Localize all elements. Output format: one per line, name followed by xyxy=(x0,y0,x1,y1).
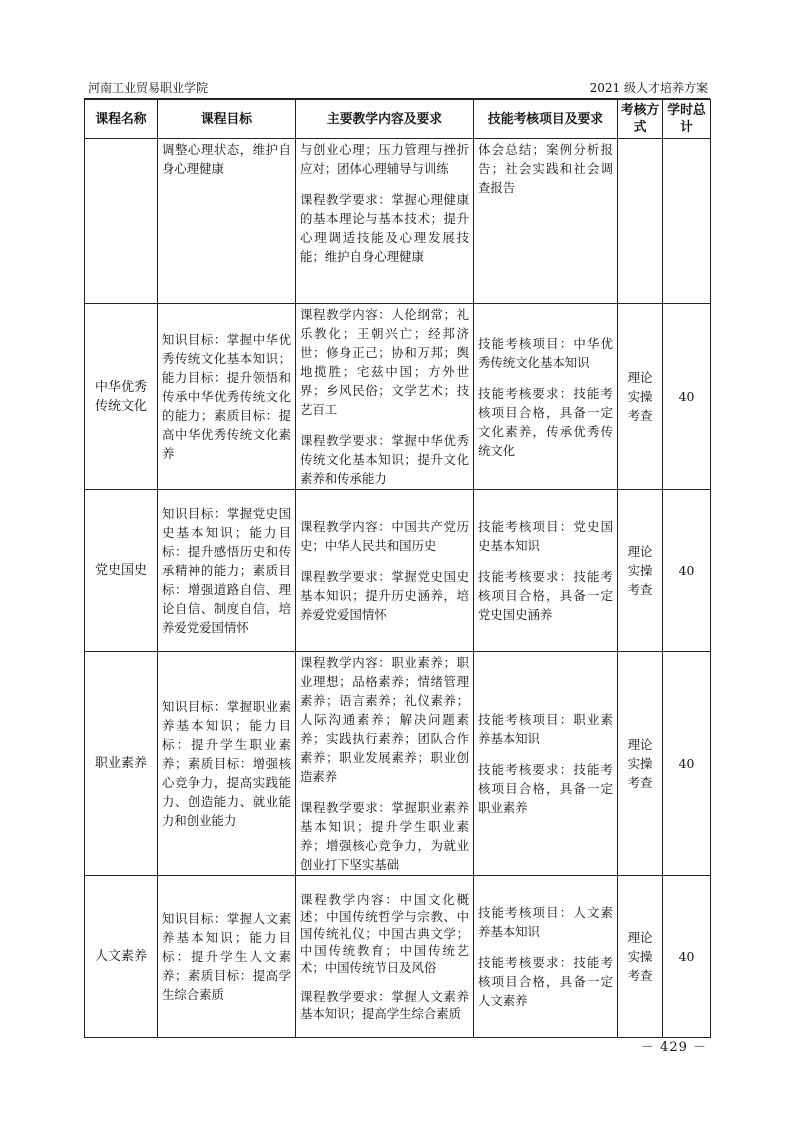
hours-cell: 40 xyxy=(663,652,711,876)
content-cell xyxy=(296,304,474,490)
table-header-row xyxy=(85,100,711,139)
col-header-course-name: 课程名称 xyxy=(85,100,158,139)
requirement-text: 课程教学要求：掌握中华优秀传统文化基本知识；提升文化素养和传承能力 xyxy=(300,433,469,486)
course-goal-cell xyxy=(158,139,296,304)
course-name-cell: 职业素养 xyxy=(85,652,158,876)
method-cell: 理论实操考查 xyxy=(618,490,663,652)
content-cell xyxy=(296,876,474,1038)
course-goal-text: 知识目标：掌握人文素养基本知识；能力目标：提升学生人文素养；素质目标：提高学生综合素质 xyxy=(162,911,291,1002)
skill-item-text: 体会总结；案例分析报告；社会实践和社会调查报告 xyxy=(478,142,613,195)
content-text: 课程教学内容：中国文化概述；中国传统哲学与宗教、中国传统礼仪；中国古典文学；中国传统教育；中国传统艺术；中国传统节日及风俗 xyxy=(300,892,469,975)
plan-title: 2021 级人才培养方案 xyxy=(589,81,708,95)
requirement-text: 课程教学要求：掌握人文素养基本知识；提高学生综合素质 xyxy=(300,989,469,1021)
skill-requirement-text: 技能考核要求：技能考核项目合格，具备一定党史国史涵养 xyxy=(478,569,613,622)
hours-cell: 40 xyxy=(663,490,711,652)
method-cell xyxy=(618,139,663,304)
content-cell xyxy=(296,652,474,876)
course-goal-text: 知识目标：掌握党史国史基本知识；能力目标：提升感悟历史和传承精神的能力；素质目标：增强道路自信、理论自信、制度自信，培养爱党爱国情怀 xyxy=(162,506,291,635)
course-goal-cell xyxy=(158,490,296,652)
col-header-goal: 课程目标 xyxy=(158,100,296,139)
skill-cell xyxy=(474,139,618,304)
content-cell xyxy=(296,490,474,652)
table-row xyxy=(85,490,711,652)
method-cell: 理论实操考查 xyxy=(618,652,663,876)
col-header-skill: 技能考核项目及要求 xyxy=(474,100,618,139)
course-goal-text: 知识目标：掌握职业素养基本知识；能力目标：提升学生职业素养；素质目标：增强核心竞争力，提高实践能力、创造能力、就业能力和创业能力 xyxy=(162,699,291,828)
requirement-text: 课程教学要求：掌握心理健康的基本理论与基本技术；提升心理调适技能及心理发展技能；维护自身心理健康 xyxy=(300,192,469,264)
course-goal-text: 调整心理状态，维护自身心理健康 xyxy=(162,142,291,176)
col-header-method: 考核方式 xyxy=(618,100,663,139)
skill-item-text: 技能考核项目：职业素养基本知识 xyxy=(478,712,613,746)
content-text: 与创业心理；压力管理与挫折应对；团体心理辅导与训练 xyxy=(300,142,469,176)
skill-requirement-text: 技能考核要求：技能考核项目合格，具备一定人文素养 xyxy=(478,955,613,1008)
skill-cell xyxy=(474,652,618,876)
table-row xyxy=(85,876,711,1038)
course-goal-cell xyxy=(158,652,296,876)
content-text: 课程教学内容：中国共产党历史；中华人民共和国历史 xyxy=(300,519,469,553)
course-goal-cell xyxy=(158,304,296,490)
course-name-cell: 人文素养 xyxy=(85,876,158,1038)
content-cell xyxy=(296,139,474,304)
page-number: － 429 － xyxy=(640,1040,707,1055)
content-text: 课程教学内容：职业素养；职业理想；品格素养；情绪管理素养；语言素养；礼仪素养；人际沟通素养；解决问题素养；实践执行素养；团队合作素养；职业发展素养；职业创造素养 xyxy=(300,655,469,784)
hours-cell xyxy=(663,139,711,304)
school-name: 河南工业贸易职业学院 xyxy=(88,81,209,95)
page-header xyxy=(84,79,710,97)
table-row xyxy=(85,652,711,876)
skill-cell xyxy=(474,490,618,652)
method-cell: 理论实操考查 xyxy=(618,876,663,1038)
requirement-text: 课程教学要求：掌握党史国史基本知识；提升历史涵养，培养爱党爱国情怀 xyxy=(300,569,469,622)
course-name-cell: 中华优秀传统文化 xyxy=(85,304,158,490)
hours-cell: 40 xyxy=(663,876,711,1038)
skill-cell xyxy=(474,876,618,1038)
table-row xyxy=(85,139,711,304)
skill-cell xyxy=(474,304,618,490)
course-name-cell: 党史国史 xyxy=(85,490,158,652)
skill-item-text: 技能考核项目：中华优秀传统文化基本知识 xyxy=(478,335,613,370)
course-goal-cell xyxy=(158,876,296,1038)
requirement-text: 课程教学要求：掌握职业素养基本知识；提升学生职业素养；增强核心竞争力，为就业创业打下坚实基础 xyxy=(300,800,469,872)
col-header-content: 主要教学内容及要求 xyxy=(296,100,474,139)
col-header-hours: 学时总计 xyxy=(663,100,711,139)
content-text: 课程教学内容：人伦纲常；礼乐教化；王朝兴亡；经邦济世；修身正己；协和万邦；舆地揽胜；宅兹中国；方外世界；乡风民俗；文学艺术；技艺百工 xyxy=(300,307,469,417)
skill-item-text: 技能考核项目：人文素养基本知识 xyxy=(478,905,613,939)
course-name-cell xyxy=(85,139,158,304)
skill-requirement-text: 技能考核要求：技能考核项目合格，具备一定职业素养 xyxy=(478,762,613,815)
course-goal-text: 知识目标：掌握中华优秀传统文化基本知识；能力目标：提升领悟和传承中华优秀传统文化的能力；素质目标：提高中华优秀传统文化素养 xyxy=(162,332,291,461)
table-row xyxy=(85,304,711,490)
curriculum-table xyxy=(84,99,711,1038)
method-cell: 理论实操考查 xyxy=(618,304,663,490)
skill-requirement-text: 技能考核要求：技能考核项目合格，具备一定文化素养，传承优秀传统文化 xyxy=(478,385,613,458)
skill-item-text: 技能考核项目：党史国史基本知识 xyxy=(478,519,613,553)
hours-cell: 40 xyxy=(663,304,711,490)
